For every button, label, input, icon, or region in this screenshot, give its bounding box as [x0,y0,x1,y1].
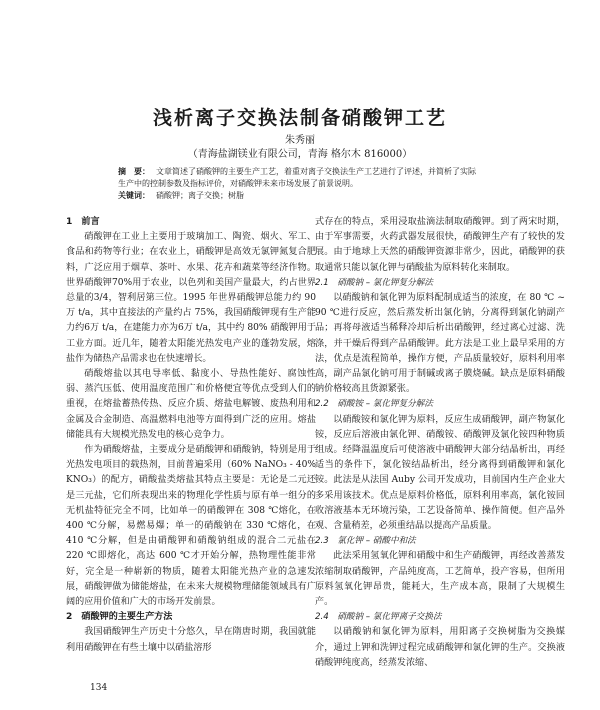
section-heading: 2.2 硝酸铵 – 氯化钾复分解法 [315,399,433,410]
abstract-line [118,166,482,190]
left-column [66,215,316,656]
section-heading: 2.1 硝酸钠 – 氯化钾复分解法 [315,277,433,288]
author-name: 朱秀丽 [285,135,315,146]
right-column [315,215,565,671]
page-number: 134 [90,683,108,693]
section-heading: 1 前言 [66,217,100,227]
keywords-line [118,190,482,202]
body-paragraph: 此法采用氢氧化钾和硝酸中和生产硝酸钾，再经改善蒸发浓缩制取硝酸钾，产品纯度高，工艺简单，投产容易，但所用原料氢氧化钾昂贵，能耗大，生产成本高，限制了大规模生产。 [315,551,565,608]
body-paragraph: 以硝酸铵和氯化钾为原料，反应生成硝酸钾，副产物氯化铵，反应后溶液由氯化钾、硝酸铵、硝酸钾及氯化铵四种物质组成。经降温温度后可使溶液中硝酸钾大部分结晶析出，再经适当的条件下，氯化铵结晶析出，经分离得到硝酸钾和氯化铵。此法是从法国 Auby 公司开发成功，目前国内生产企业大多采用该技术。优点是原料价格低，原料利用率高，氯化铵回收溶液基本无环境污染，工艺设备简单、操作简便。但产品外观、含量稍差，必须重结晶以提高产品质量。 [315,414,565,532]
author-affiliation: （青海盐湖镁业有限公司，青海 格尔木 816000） [187,149,413,160]
body-paragraph: 硝酸钾在工业上主要用于玻璃加工、陶瓷、烟火、军工、食品和药物等行业；在农业上，硝酸钾是高效无氯钾氮复合肥料，广泛应用于烟草、茶叶、水果、花卉和蔬菜等经济作物。世界硝酸钾70%用于农业，以色列和美国产量最大，约占世界总量的3/4，智利居第三位。1995 年世界硝酸钾总能力约 90 万 t/a，其中直接法的产量约占 75%，我国硝酸钾现有生产能力约6万 t/a，在建能力亦为6万 t/a，其中约 80% 硝酸钾用于工业方面。近几年，随着太阳能光热发电产业的蓬勃发展，熔盐作为储热产品需求也在快速增长。 [66,232,316,364]
keywords-text: 硝酸钾；离子交换；树脂 [156,191,244,200]
section-heading: 2 硝酸钾的主要生产方法 [66,612,173,623]
body-paragraph: 以硝酸钠和氯化钾为原料配制成适当的浓度，在 80 ℃ ~ 90 ℃进行反应，然后蒸发析出氯化钠，分离得到氯化钠副产品；再将母液适当稀释冷却后析出硝酸钾，经过离心过滤、洗涤，并干燥后得到产品硝酸钾。此方法是工业上最早采用的方法，优点是流程简单，操作方便，产品质量较好，原料利用率高，副产品氯化钠可用于制碱或离子膜烧碱。缺点是原料硝酸钠价格较高且货源紧张。 [315,293,565,395]
body-paragraph: 以硝酸钠和氯化钾为原料，用阳离子交换树脂为交换媒介，通过上钾和洗钾过程完成硝酸钾和氯化钾的生产。交换液硝酸钾纯度高，经蒸发浓缩、 [315,627,565,668]
section-heading: 2.4 硝酸钠 – 氯化钾离子交换法 [315,612,442,623]
abstract-block [118,166,482,202]
body-paragraph: 我国硝酸钾生产历史十分悠久，早在隋唐时期，我国就能利用硝酸钾在有些土壤中以硝盐溶形 [66,627,316,653]
keywords-label: 关键词： [118,191,150,200]
body-paragraph: 硝酸熔盐以其电导率低、黏度小、导热性能好、腐蚀性弱、蒸汽压低、使用温度范围广和价格便宜等优点受到人们的重视，在熔盐蓄热传热、反应介质、熔盐电解镀、废热利用和金属及合金制造、高温燃料电池等方面得到广泛的应用。熔盐储能具有大规模光热发电的核心竞争力。 [66,369,316,440]
body-paragraph: 式存在的特点，采用浸取盐滴法制取硝酸钾。到了两宋时期，由于军事需要，火药武器发展很快，硝酸钾生产有了较快的发展。由于地球上天然的硝酸钾资源非常少，因此，硝酸钾的获取通常只能以氯化钾与硝酸盐为原料转化来制取。 [315,217,565,273]
body-paragraph: 作为硝酸熔盐，主要成分是硝酸钾和硝酸钠，特别是用于光热发电项目的载热剂，目前普遍采用（60% NaNO₃ - 40% KNO₃）的配方，硝酸盐类熔盐其特点主要是：无论是二元还是三元盐，它们所表现出来的物理化学性质与原有单一组分的无机盐特征完全不同，比如单一的硝酸钾在 308 ℃熔化，在 400 ℃分解，易燃易爆；单一的硝酸钠在 330 ℃熔化，在 410 ℃分解，但是由硝酸钾和硝酸钠组成的混合二元盐在 220 ℃即熔化，高达 600 ℃才开始分解，热物理性能非常好，完全是一种崭新的物质，随着太阳能光热产业的急速发展，硝酸钾做为储能熔盐，在未来大规模物理储能领域具有广阔的应用价值和广大的市场开发前景。 [66,445,316,608]
abstract-label: 摘 要： [118,167,150,176]
abstract-text: 文章简述了硝酸钾的主要生产工艺，着重对离子交换法生产工艺进行了评述，并简析了实际生产中的控制参数及指标评价，对硝酸钾未来市场发展了前景说明。 [118,167,476,188]
paper-title: 浅析离子交换法制备硝酸钾工艺 [152,107,447,129]
section-heading: 2.3 氯化钾 – 硝酸中和法 [315,536,416,547]
